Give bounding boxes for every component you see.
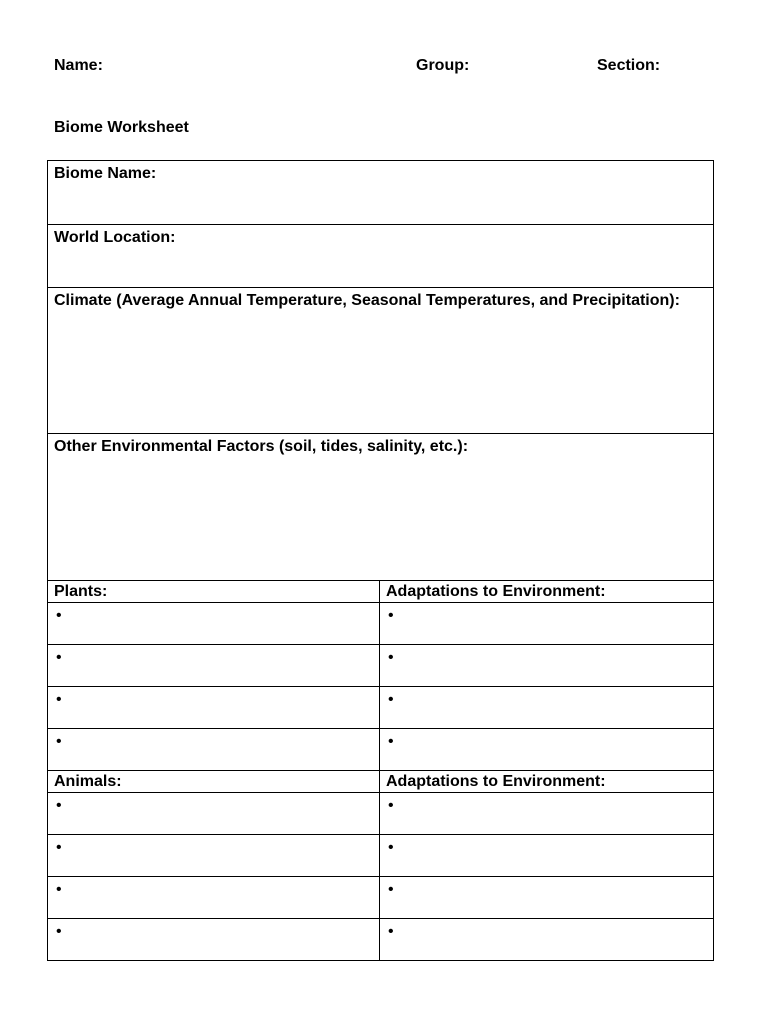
plant-cell[interactable] [48,645,380,687]
world-location-row [48,225,714,288]
plant-adaptation-cell[interactable] [380,603,714,645]
animals-header: Animals: [48,771,380,793]
bullet-point: • [56,691,62,708]
animal-cell[interactable] [48,793,380,835]
name-label: Name: [54,57,103,74]
animal-adaptation-cell[interactable] [380,919,714,961]
animal-adaptation-cell[interactable] [380,835,714,877]
bullet-point: • [56,923,62,940]
plants-adaptations-header: Adaptations to Environment: [380,581,714,603]
biome-name-row [48,161,714,225]
climate-label: Climate (Average Annual Temperature, Seasonal Temperatures, and Precipitation): [54,292,680,309]
other-factors-field[interactable] [48,434,714,581]
animal-cell[interactable] [48,835,380,877]
biome-name-label: Biome Name: [54,165,157,182]
world-location-field[interactable] [48,225,714,288]
plant-cell[interactable] [48,729,380,771]
section-label: Section: [597,57,661,74]
plant-row [48,603,714,645]
plant-row [48,645,714,687]
animal-row [48,835,714,877]
bullet-point: • [56,881,62,898]
animal-row [48,877,714,919]
world-location-label: World Location: [54,229,176,246]
plant-cell[interactable] [48,687,380,729]
animals-header-row [48,771,714,793]
other-factors-label: Other Environmental Factors (soil, tides, salinity, etc.): [54,438,469,455]
plants-header-row [48,581,714,603]
plant-adaptation-cell[interactable] [380,687,714,729]
bullet-point: • [388,607,394,624]
plant-adaptation-cell[interactable] [380,729,714,771]
plant-row [48,729,714,771]
bullet-point: • [56,797,62,814]
bullet-point: • [388,881,394,898]
bullet-point: • [388,923,394,940]
bullet-point: • [388,691,394,708]
plants-header: Plants: [48,581,380,603]
animal-cell[interactable] [48,919,380,961]
climate-row [48,288,714,434]
plant-adaptation-cell[interactable] [380,645,714,687]
plant-cell[interactable] [48,603,380,645]
plant-row [48,687,714,729]
bullet-point: • [56,649,62,666]
animal-row [48,793,714,835]
bullet-point: • [56,607,62,624]
animal-adaptation-cell[interactable] [380,793,714,835]
animal-row [48,919,714,961]
biome-name-field[interactable] [48,161,714,225]
animal-cell[interactable] [48,877,380,919]
bullet-point: • [388,839,394,856]
climate-field[interactable] [48,288,714,434]
other-factors-row [48,434,714,581]
worksheet-title: Biome Worksheet [54,119,189,136]
animals-adaptations-header: Adaptations to Environment: [380,771,714,793]
group-label: Group: [416,57,470,74]
animal-adaptation-cell[interactable] [380,877,714,919]
biome-worksheet-table [47,160,714,961]
bullet-point: • [56,839,62,856]
bullet-point: • [56,733,62,750]
bullet-point: • [388,733,394,750]
bullet-point: • [388,649,394,666]
bullet-point: • [388,797,394,814]
